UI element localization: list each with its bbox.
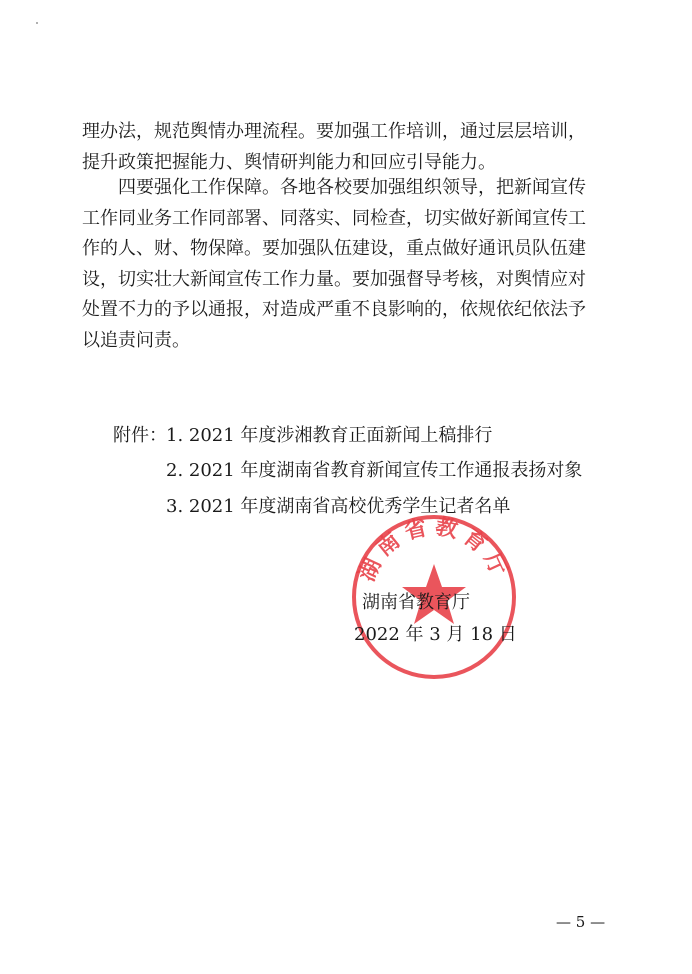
page-number: — 5 — [556, 913, 606, 931]
scan-mark [36, 22, 38, 24]
attachment-item: 2. 2021 年度湖南省教育新闻宣传工作通报表扬对象 [166, 460, 583, 481]
attachment-item: 3. 2021 年度湖南省高校优秀学生记者名单 [166, 496, 511, 517]
seal-text: 湖南省教育厅 [354, 514, 514, 586]
issue-date: 2022 年 3 月 18 日 [354, 624, 517, 645]
text-line: 提升政策把握能力、舆情研判能力和回应引导能力。 [82, 151, 496, 173]
text-line: 工作同业务工作同部署、同落实、同检查，切实做好新闻宣传工 [82, 207, 586, 229]
text-line: 设，切实壮大新闻宣传工作力量。要加强督导考核，对舆情应对 [82, 268, 586, 290]
text-line: 以追责问责。 [82, 329, 190, 351]
issuing-organization: 湖南省教育厅 [362, 592, 470, 613]
text-line: 处置不力的予以通报，对造成严重不良影响的，依规依纪依法予 [82, 299, 586, 321]
attachment-item: 1. 2021 年度涉湘教育正面新闻上稿排行 [166, 425, 493, 446]
text-line: 四要强化工作保障。各地各校要加强组织领导，把新闻宣传 [118, 177, 586, 198]
paragraph-support [82, 173, 612, 357]
text-line: 作的人、财、物保障。要加强队伍建设，重点做好通讯员队伍建 [82, 238, 586, 260]
attachments-label: 附件： [113, 425, 167, 446]
paragraph-training [82, 117, 612, 178]
text-line: 理办法，规范舆情办理流程。要加强工作培训，通过层层培训， [82, 121, 586, 142]
